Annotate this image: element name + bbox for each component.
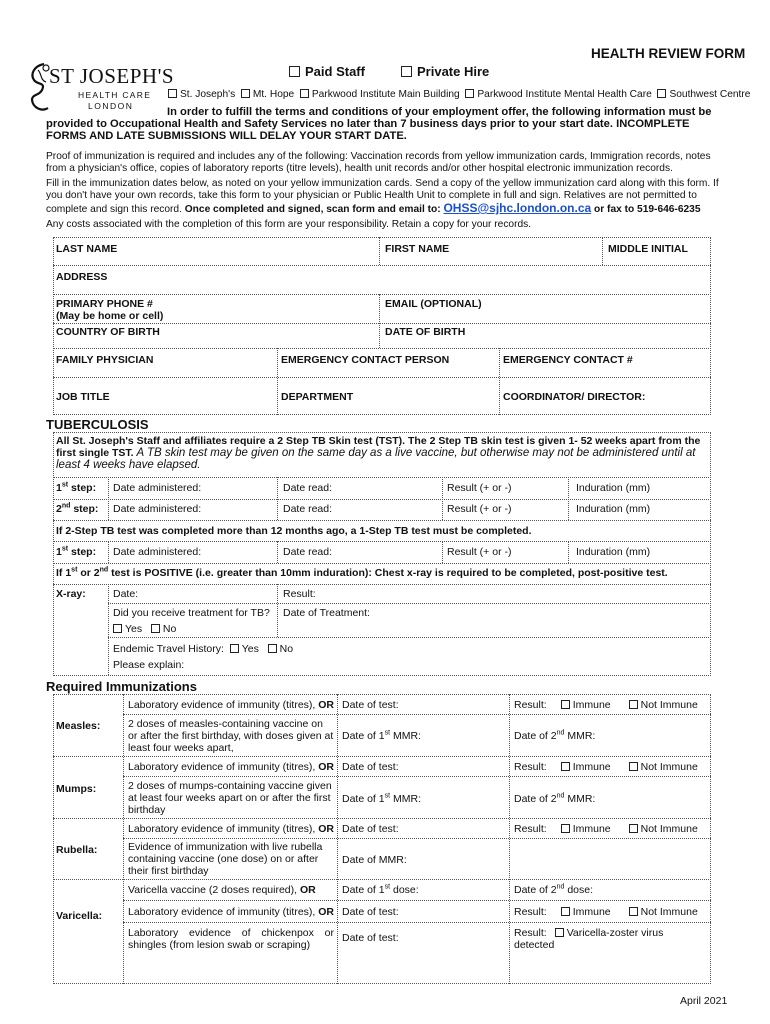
tb-positive-note: If 1st or 2nd test is POSITIVE (i.e. greater than 10mm induration): Chest x-ray is required to be completed, post-positive test.	[56, 566, 668, 579]
paid-staff-label: Paid Staff	[305, 64, 365, 79]
rubella-immune-checkbox[interactable]	[561, 824, 570, 833]
varicella-immune-checkbox[interactable]	[561, 907, 570, 916]
measles-doses-text: 2 doses of measles-containing vaccine on or after the first birthday, with doses given at least four weeks apart,	[128, 718, 334, 754]
varicella-chickenpox-text: Laboratory evidence of chickenpox or shingles (from lesion swab or scraping)	[128, 927, 334, 951]
site-label: Parkwood Institute Main Building	[311, 89, 460, 100]
tb-step2-date-administered[interactable]: Date administered:	[113, 503, 202, 515]
footer-date: April 2021	[680, 995, 728, 1007]
treatment-yes[interactable]: Yes	[113, 623, 142, 635]
mumps-label: Mumps:	[56, 783, 97, 795]
varicella-not-immune[interactable]: Not Immune	[629, 906, 698, 918]
explain-field[interactable]: Please explain:	[113, 659, 185, 671]
date-of-treatment-field[interactable]: Date of Treatment:	[283, 607, 370, 619]
site-checkbox[interactable]	[241, 89, 250, 98]
fill-in-text: Fill in the immunization dates below, as noted on your yellow immunization cards. Send a copy of the yellow immunization card along with this form. If you don't have your own records, take this form to your physician or Public Health Unit to complete in full and sign. Relatives are not permitted to complete and sign this record.	[46, 178, 719, 215]
country-of-birth-field[interactable]: COUNTRY OF BIRTH	[56, 326, 160, 338]
xray-label: X-ray:	[56, 588, 86, 600]
tb-step2-date-read[interactable]: Date read:	[283, 503, 333, 515]
tb-onestep-date-read[interactable]: Date read:	[283, 546, 333, 558]
mumps-lab-evidence: Laboratory evidence of immunity (titres), OR	[128, 761, 334, 773]
tb-step1-result[interactable]: Result (+ or -)	[447, 482, 512, 494]
varicella-immune[interactable]: Immune	[561, 906, 611, 918]
tb-req-italic: A TB skin test may be given on the same day as a live vaccine, but otherwise may not be administered until at least 4 weeks have elapsed.	[56, 447, 696, 471]
rubella-result: Result: Immune Not Immune	[514, 823, 698, 835]
varicella-vaccine: Varicella vaccine (2 doses required), OR	[128, 884, 316, 896]
varicella-zoster: Result: Varicella-zoster virus detected	[514, 927, 664, 951]
tb-12-month-note: If 2-Step TB test was completed more than 12 months ago, a 1-Step TB test must be completed.	[56, 525, 532, 537]
department-field[interactable]: DEPARTMENT	[281, 391, 354, 403]
endemic-label: Endemic Travel History:	[113, 643, 224, 655]
rubella-not-immune-checkbox[interactable]	[629, 824, 638, 833]
varicella-zoster-option[interactable]: Varicella-zoster virus detected	[514, 927, 664, 951]
tb-step1-date-administered[interactable]: Date administered:	[113, 482, 202, 494]
measles-immune-checkbox[interactable]	[561, 700, 570, 709]
rubella-doses-text: Evidence of immunization with live rubella containing vaccine (one dose) on or after their first birthday	[128, 841, 323, 877]
xray-date-field[interactable]: Date:	[113, 588, 139, 600]
notice-bold: In order to fulfill the terms and conditions of your employment offer, the following information must be provided to Occupational Health and Safety Services no later than 7 business days prior to your start date. INCOMPLETE FORMS AND LATE SUBMISSIONS WILL DELAY YOUR START DATE.	[46, 106, 712, 142]
coordinator-field[interactable]: COORDINATOR/ DIRECTOR:	[503, 391, 646, 403]
logo-line3: LONDON	[88, 101, 134, 111]
last-name-field[interactable]: LAST NAME	[56, 243, 118, 255]
date-of-birth-field[interactable]: DATE OF BIRTH	[385, 326, 466, 338]
site-southwest[interactable]	[657, 89, 750, 100]
fax-text: or fax to 519-646-6235	[594, 204, 701, 215]
mumps-doses-text: 2 doses of mumps-containing vaccine given at least four weeks apart on or after the first birthday	[128, 780, 332, 816]
immunizations-grid	[53, 694, 711, 984]
site-options	[168, 89, 750, 100]
tb-req-bold: All St. Joseph's Staff and affiliates require a 2 Step TB Skin test (TST). The 2 Step TB skin test is given 1- 52 weeks apart from the first single TST.	[56, 435, 701, 459]
mumps-immune[interactable]: Immune	[561, 761, 611, 773]
site-label: Southwest Centre	[669, 89, 751, 100]
site-label: Parkwood Institute Mental Health Care	[477, 89, 652, 100]
rubella-lab-evidence: Laboratory evidence of immunity (titres), OR	[128, 823, 334, 835]
tb-onestep-label: 1st step:	[56, 545, 97, 558]
job-title-field[interactable]: JOB TITLE	[56, 391, 110, 403]
private-hire-option[interactable]	[401, 64, 489, 79]
site-label: Mt. Hope	[252, 89, 295, 100]
personal-info-grid	[53, 237, 711, 415]
measles-not-immune[interactable]: Not Immune	[629, 699, 698, 711]
mumps-result: Result: Immune Not Immune	[514, 761, 698, 773]
measles-immune[interactable]: Immune	[561, 699, 611, 711]
tb-step2-result[interactable]: Result (+ or -)	[447, 503, 512, 515]
varicella-result: Result: Immune Not Immune	[514, 906, 698, 918]
paid-staff-checkbox[interactable]	[289, 66, 300, 77]
varicella-not-immune-checkbox[interactable]	[629, 907, 638, 916]
tb-onestep-induration[interactable]: Induration (mm)	[576, 546, 651, 558]
mumps-mmr1[interactable]: Date of 1st MMR:	[342, 792, 421, 805]
primary-phone-field[interactable]: PRIMARY PHONE #	[56, 298, 153, 310]
mumps-not-immune[interactable]: Not Immune	[629, 761, 698, 773]
phone-note: (May be home or cell)	[56, 310, 164, 322]
measles-lab-evidence: Laboratory evidence of immunity (titres), OR	[128, 699, 334, 711]
site-checkbox[interactable]	[168, 89, 177, 98]
site-stjosephs[interactable]	[168, 89, 235, 100]
measles-date-of-test[interactable]: Date of test:	[342, 699, 399, 711]
logo-line2: HEALTH CARE	[78, 90, 152, 100]
email-link[interactable]: OHSS@sjhc.london.on.ca	[443, 201, 592, 215]
varicella-chickenpox-date[interactable]: Date of test:	[342, 932, 399, 944]
measles-mmr2[interactable]: Date of 2nd MMR:	[514, 729, 596, 742]
logo-name: ST JOSEPH'S	[49, 64, 175, 88]
family-physician-field[interactable]: FAMILY PHYSICIAN	[56, 354, 154, 366]
tb-step2-induration[interactable]: Induration (mm)	[576, 503, 651, 515]
measles-not-immune-checkbox[interactable]	[629, 700, 638, 709]
tb-section	[53, 432, 711, 676]
tb-step2-label: 2nd step:	[56, 502, 99, 515]
proof-paragraph: Proof of immunization is required and includes any of the following: Vaccination records from yellow immunization cards, Immigration records, notes from a physician's office, copies of laboratory reports (titre levels), health unit records and/or other hospital electronic immunization records.	[46, 151, 711, 174]
tb-onestep-date-administered[interactable]: Date administered:	[113, 546, 202, 558]
varicella-lab-evidence: Laboratory evidence of immunity (titres), OR	[128, 906, 334, 918]
treatment-yes-checkbox[interactable]	[113, 624, 122, 633]
varicella-date-of-test[interactable]: Date of test:	[342, 906, 399, 918]
tb-step1-label: 1st step:	[56, 481, 97, 494]
treatment-no[interactable]: No	[151, 623, 176, 635]
first-name-field[interactable]: FIRST NAME	[385, 243, 450, 255]
mumps-date-of-test[interactable]: Date of test:	[342, 761, 399, 773]
immunizations-heading: Required Immunizations	[46, 679, 197, 694]
mumps-mmr2[interactable]: Date of 2nd MMR:	[514, 792, 596, 805]
varicella-zoster-checkbox[interactable]	[555, 928, 564, 937]
site-parkwood-main[interactable]	[300, 89, 460, 100]
varicella-label: Varicella:	[56, 910, 103, 922]
middle-initial-field[interactable]: MIDDLE INITIAL	[608, 243, 688, 255]
measles-label: Measles:	[56, 720, 101, 732]
email-field[interactable]: EMAIL (OPTIONAL)	[385, 298, 482, 310]
site-checkbox[interactable]	[300, 89, 309, 98]
varicella-dose2[interactable]: Date of 2nd dose:	[514, 883, 594, 896]
endemic-no[interactable]: No	[268, 643, 293, 655]
site-parkwood-mental[interactable]	[465, 89, 651, 100]
endemic-yes[interactable]: Yes	[230, 643, 259, 655]
tb-requirement	[56, 435, 706, 471]
tb-onestep-result[interactable]: Result (+ or -)	[447, 546, 512, 558]
private-hire-label: Private Hire	[417, 64, 490, 79]
treatment-question: Did you receive treatment for TB?	[113, 607, 270, 619]
site-checkbox[interactable]	[465, 89, 474, 98]
costs-note: Any costs associated with the completion of this form are your responsibility. Retain a copy for your records.	[46, 219, 532, 230]
varicella-dose1[interactable]: Date of 1st dose:	[342, 883, 419, 896]
xray-result-field[interactable]: Result:	[283, 588, 316, 600]
tb-step1-induration[interactable]: Induration (mm)	[576, 482, 651, 494]
emergency-contact-person-field[interactable]: EMERGENCY CONTACT PERSON	[281, 354, 450, 366]
fill-in-bold: Once completed and signed, scan form and email to:	[184, 204, 441, 215]
address-field[interactable]: ADDRESS	[56, 271, 108, 283]
form-title: HEALTH REVIEW FORM	[591, 46, 746, 61]
tb-heading: TUBERCULOSIS	[46, 417, 149, 432]
emergency-contact-number-field[interactable]: EMERGENCY CONTACT #	[503, 354, 633, 366]
endemic-yes-checkbox[interactable]	[230, 644, 239, 653]
treatment-options	[113, 623, 176, 635]
rubella-date-of-test[interactable]: Date of test:	[342, 823, 399, 835]
endemic-no-checkbox[interactable]	[268, 644, 277, 653]
site-mthope[interactable]	[241, 89, 294, 100]
measles-mmr1[interactable]: Date of 1st MMR:	[342, 729, 421, 742]
site-checkbox[interactable]	[657, 89, 666, 98]
site-label: St. Joseph's	[180, 89, 236, 100]
treatment-no-checkbox[interactable]	[151, 624, 160, 633]
endemic-travel	[113, 643, 293, 655]
paid-staff-option[interactable]	[289, 64, 365, 79]
mumps-not-immune-checkbox[interactable]	[629, 762, 638, 771]
rubella-not-immune[interactable]: Not Immune	[629, 823, 698, 835]
tb-step1-date-read[interactable]: Date read:	[283, 482, 333, 494]
measles-result: Result: Immune Not Immune	[514, 699, 698, 711]
private-hire-checkbox[interactable]	[401, 66, 412, 77]
fill-in-paragraph	[46, 178, 726, 216]
rubella-label: Rubella:	[56, 844, 98, 856]
mumps-immune-checkbox[interactable]	[561, 762, 570, 771]
rubella-mmr[interactable]: Date of MMR:	[342, 854, 407, 866]
rubella-immune[interactable]: Immune	[561, 823, 611, 835]
